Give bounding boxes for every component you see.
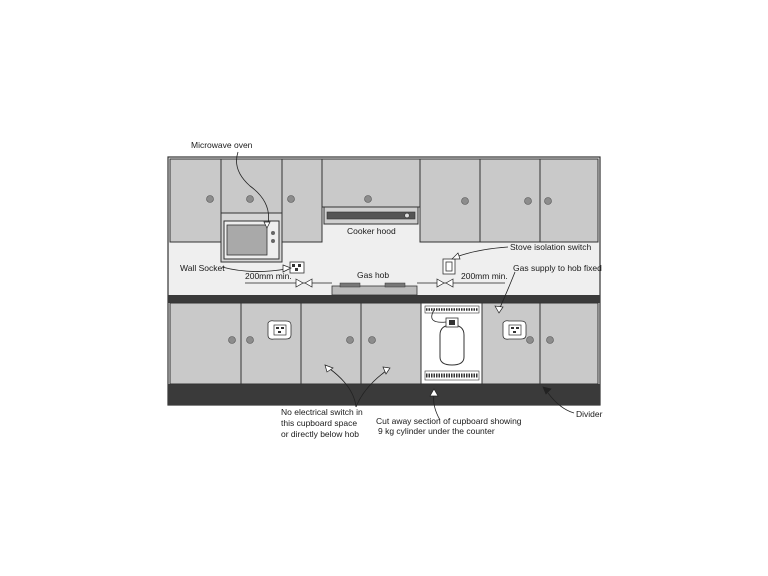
label-dimension-left: 200mm min. (245, 271, 292, 281)
label-divider: Divider (576, 409, 603, 419)
cabinet-knob (365, 196, 372, 203)
upper-cabinet-5 (420, 159, 480, 242)
label-dimension-right: 200mm min. (461, 271, 508, 281)
cabinet-knob (547, 337, 554, 344)
cabinet-knob (247, 337, 254, 344)
cabinet-knob (229, 337, 236, 344)
cabinet-knob (288, 196, 295, 203)
label-no-switch-1: No electrical switch in (281, 407, 363, 417)
stove-isolation-switch (443, 259, 455, 274)
label-cooker-hood: Cooker hood (347, 226, 396, 236)
cupboard-socket-icon (268, 321, 291, 339)
lower-cabinet-4 (361, 303, 421, 384)
label-cutaway-1: Cut away section of cupboard showing (376, 416, 522, 426)
lower-cabinet-3 (301, 303, 361, 384)
label-no-switch-3: or directly below hob (281, 429, 359, 439)
countertop (168, 295, 600, 303)
label-no-switch-2: this cupboard space (281, 418, 358, 428)
cooker-hood (324, 207, 418, 224)
gas-cylinder-icon (440, 325, 464, 365)
cabinet-knob (347, 337, 354, 344)
cupboard-socket-icon (503, 321, 526, 339)
label-gas-supply: Gas supply to hob fixed (513, 263, 602, 273)
label-gas-hob: Gas hob (357, 270, 390, 280)
cabinet-knob (369, 337, 376, 344)
cabinet-knob (525, 198, 532, 205)
cabinet-knob (545, 198, 552, 205)
label-stove-isolation-switch: Stove isolation switch (510, 242, 592, 252)
wall-socket (290, 262, 304, 273)
lower-cabinets (170, 303, 598, 384)
label-wall-socket: Wall Socket (180, 263, 225, 273)
label-microwave-oven: Microwave oven (191, 140, 253, 150)
cabinet-knob (207, 196, 214, 203)
cabinet-knob (247, 196, 254, 203)
plinth (168, 384, 600, 405)
upper-cabinet-2 (221, 159, 282, 213)
cabinet-knob (462, 198, 469, 205)
label-cutaway-2: 9 kg cylinder under the counter (378, 426, 495, 436)
lower-cabinet-1 (170, 303, 241, 384)
gas-cylinder-cutaway (421, 303, 482, 384)
cabinet-knob (527, 337, 534, 344)
microwave-oven (221, 213, 282, 262)
